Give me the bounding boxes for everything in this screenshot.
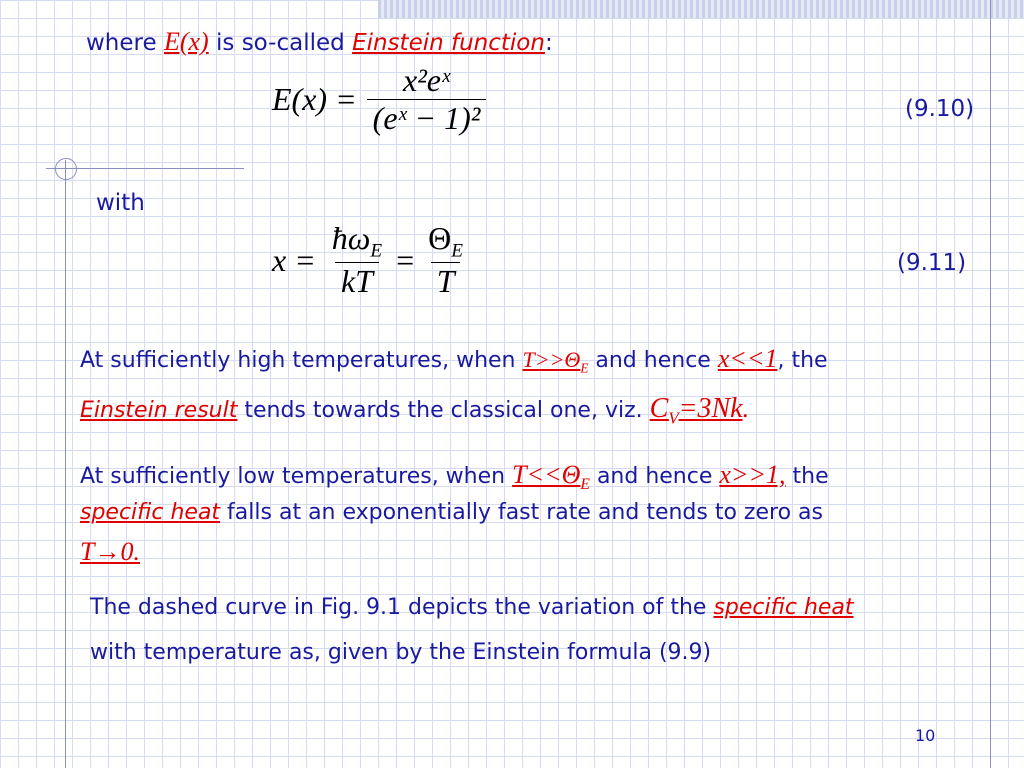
para-high-c: , the: [777, 348, 828, 373]
cv-rest: =3Nk: [678, 393, 743, 424]
para-low-c: the: [785, 464, 829, 489]
eq911-den2: T: [431, 262, 461, 300]
intro-mid: is so-called: [208, 30, 353, 56]
header-band: [378, 0, 1024, 18]
einstein-result-term: Einstein result: [80, 398, 238, 423]
left-rule-vertical: [65, 160, 66, 768]
para-high-line1: [80, 344, 828, 376]
eq910-denominator: (eˣ − 1)²: [367, 99, 487, 137]
cond-high-text: T>>Θ: [522, 347, 581, 372]
para-low-a: At sufficiently low temperatures, when: [80, 464, 513, 489]
ex-symbol: E(x): [163, 27, 209, 56]
intro-text: where: [86, 30, 164, 56]
eq910-label: (9.10): [905, 96, 975, 122]
eq911-fraction-1: [326, 220, 388, 300]
intro-line: [86, 27, 553, 57]
page-number: 10: [915, 726, 936, 745]
cond-high-sub: E: [580, 360, 589, 376]
eq910-numerator: x²eˣ: [403, 62, 451, 98]
eq910-fraction: [367, 62, 487, 137]
para-fig-line1: [90, 595, 854, 620]
eq911-lhs: x =: [272, 241, 316, 278]
cond-low: [512, 460, 590, 494]
para-fig-line2: with temperature as, given by the Einstein formula (9.9): [90, 640, 712, 665]
right-rule: [990, 0, 991, 768]
para-high-a: At sufficiently high temperatures, when: [80, 348, 523, 373]
equation-9-10: [272, 62, 486, 137]
eq911-num2: [422, 220, 469, 262]
eq911-num1-text: ħω: [331, 220, 371, 256]
specific-heat-term: specific heat: [80, 500, 221, 525]
eq911-num1: [326, 220, 388, 262]
intro-colon: :: [544, 30, 553, 56]
cv-classical: [649, 393, 743, 428]
para-high-e: tends towards the classical one, viz.: [237, 398, 650, 423]
equation-9-11: [272, 220, 469, 300]
cv-letter: C: [649, 393, 669, 424]
eq911-num2-sub: E: [451, 240, 464, 262]
cond-low-sub: E: [580, 476, 590, 494]
para-fig-a: The dashed curve in Fig. 9.1 depicts the variation of the: [90, 595, 714, 620]
para-low-e: falls at an exponentially fast rate and tends to zero as: [220, 500, 823, 525]
with-text: with: [96, 190, 145, 216]
crosshair-circle: [55, 158, 77, 180]
limit-t-zero: T→0.: [80, 537, 140, 566]
eq911-equals: =: [396, 241, 415, 278]
x-large: x>>1,: [719, 460, 786, 489]
para-high-period: .: [742, 394, 750, 423]
para-low-line3: [80, 537, 140, 567]
eq911-fraction-2: [422, 220, 469, 300]
einstein-function-term: Einstein function: [352, 30, 545, 56]
eq911-num2-text: Θ: [428, 220, 452, 256]
eq911-num1-sub: E: [370, 240, 383, 262]
specific-heat-term-2: specific heat: [713, 595, 854, 620]
x-small: x<<1: [717, 344, 778, 373]
para-high-b: and hence: [588, 348, 718, 373]
para-high-line2: [80, 393, 749, 429]
para-low-line1: [80, 460, 829, 494]
cond-high: [522, 347, 589, 376]
cond-low-text: T<<Θ: [512, 460, 581, 489]
cv-sub: V: [668, 408, 679, 428]
para-low-line2: [80, 500, 823, 525]
eq911-den1: kT: [335, 262, 379, 300]
eq910-lhs: E(x) =: [272, 81, 357, 117]
eq911-label: (9.11): [897, 250, 967, 276]
para-low-b: and hence: [589, 464, 720, 489]
